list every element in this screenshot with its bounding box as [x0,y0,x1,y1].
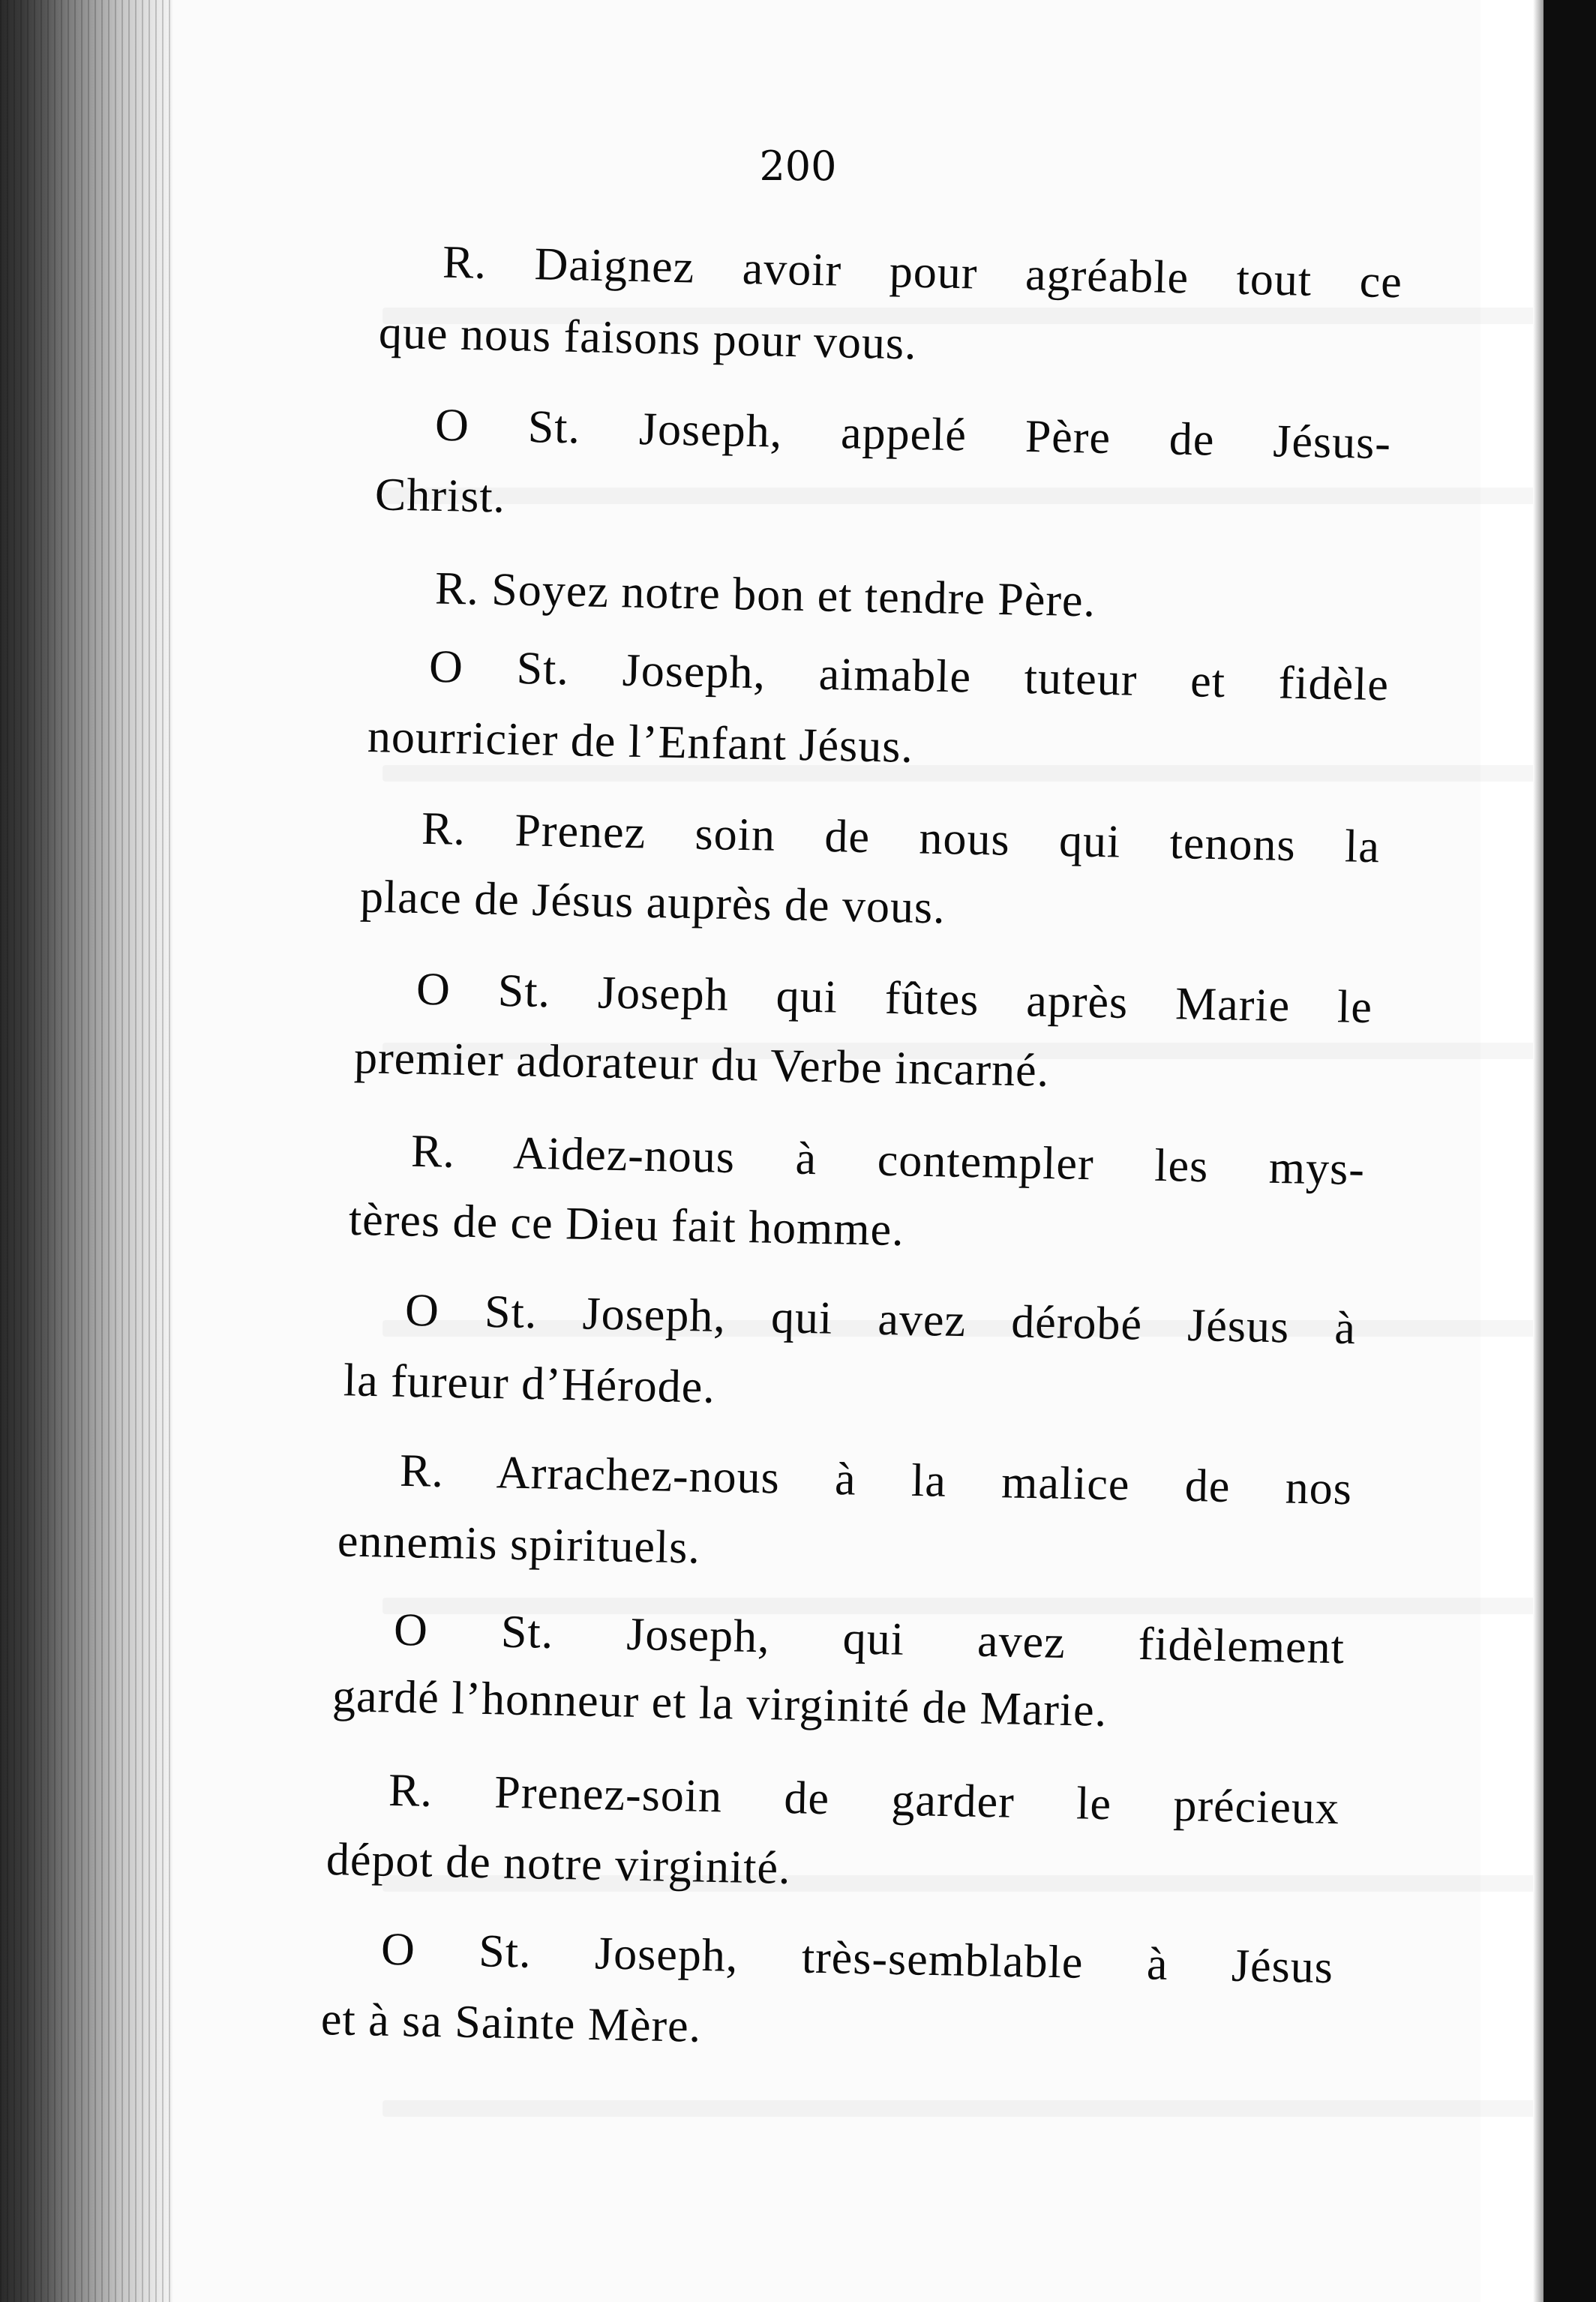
scan-border-right [1544,0,1596,2302]
text-line: O St. Joseph, aimable tuteur et fidèle [428,641,1390,711]
text-line: O St. Joseph qui fûtes après Marie le [416,963,1373,1034]
text-line: O St. Joseph, appelé Père de Jésus- [434,399,1392,470]
text-line: R. Daignez avoir pour agréable tout ce [442,236,1403,308]
text-line: R. Aidez-nous à contempler les mys- [410,1125,1366,1196]
text-line: place de Jésus auprès de vous. [359,871,946,934]
text-line: tères de ce Dieu fait homme. [348,1193,905,1256]
page-stack-lines [0,0,172,2302]
page-shadow-right [1533,0,1544,2302]
text-line: R. Arrachez-nous à la malice de nos [399,1445,1353,1515]
text-line: la fureur d’Hérode. [343,1355,716,1413]
text-line: premier adorateur du Verbe incarné. [353,1032,1050,1097]
text-line: gardé l’honneur et la virginité de Marie. [332,1670,1108,1736]
text-line: R. Prenez soin de nous qui tenons la [421,803,1381,873]
text-line: R. Soyez notre bon et tendre Père. [434,563,1096,627]
text-line: O St. Joseph, très-semblable à Jésus [380,1923,1334,1994]
text-line: et à sa Sainte Mère. [320,1994,702,2052]
text-line: nourricier de l’Enfant Jésus. [367,711,914,773]
text-line: O St. Joseph, qui avez dérobé Jésus à [404,1284,1357,1355]
text-line: Christ. [374,469,506,523]
text-line: R. Prenez-soin de garder le précieux [388,1764,1340,1835]
text-line: ennemis spirituels. [337,1515,701,1574]
show-through-mark [382,765,1582,782]
text-line: dépot de notre virginité. [326,1834,792,1894]
text-line: que nous faisons pour vous. [378,307,918,370]
page-number: 200 [759,143,837,190]
show-through-mark [382,488,1582,504]
text-line: O St. Joseph, qui avez fidèlement [393,1604,1346,1674]
show-through-mark [382,2100,1582,2117]
